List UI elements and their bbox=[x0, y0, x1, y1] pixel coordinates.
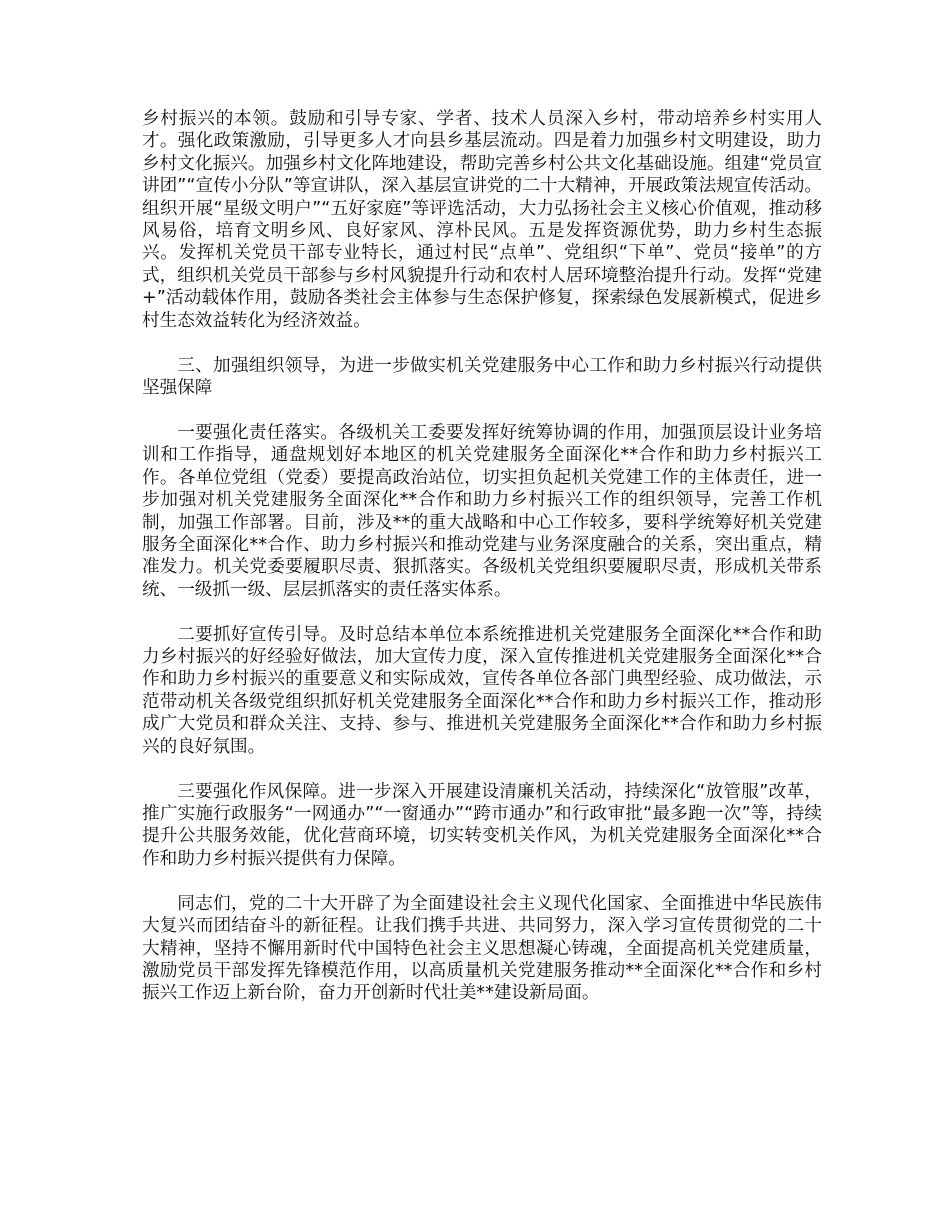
paragraph-publicity: 二要抓好宣传引导。及时总结本单位本系统推进机关党建服务全面深化**合作和助力乡村振兴的好经验好做法，加大宣传力度，深入宣传推进机关党建服务全面深化**合作和助力乡村振兴的重要意义和实际成效，宣传各单位各部门典型经验、成功做法，示范带动机关各级党组织抓好机关党建服务全面深化**合作和助力乡村振兴工作，推动形成广大党员和群众关注、支持、参与、推进机关党建服务全面深化**合作和助力乡村振兴的良好氛围。 bbox=[142, 624, 822, 757]
paragraph-work-style: 三要强化作风保障。进一步深入开展建设清廉机关活动，持续深化“放管服”改革，推广实施行政服务“一网通办”“一窗通办”“跨市通办”和行政审批“最多跑一次”等，持续提升公共服务效能，优化营商环境，切实转变机关作风，为机关党建服务全面深化**合作和助力乡村振兴提供有力保障。 bbox=[142, 781, 822, 869]
paragraph-closing: 同志们，党的二十大开辟了为全面建设社会主义现代化国家、全面推进中华民族伟大复兴而团结奋斗的新征程。让我们携手共进、共同努力，深入学习宣传贯彻党的二十大精神，坚持不懈用新时代中国特色社会主义思想凝心铸魂，全面提高机关党建质量，激励党员干部发挥先锋模范作用，以高质量机关党建服务推动**全面深化**合作和乡村振兴工作迈上新台阶，奋力开创新时代壮美**建设新局面。 bbox=[142, 893, 822, 1004]
paragraph-responsibility: 一要强化责任落实。各级机关工委要发挥好统筹协调的作用，加强顶层设计业务培训和工作指导，通盘规划好本地区的机关党建服务全面深化**合作和助力乡村振兴工作。各单位党组（党委）要提高政治站位，切实担负起机关党建工作的主体责任，进一步加强对机关党建服务全面深化**合作和助力乡村振兴工作的组织领导，完善工作机制，加强工作部署。目前，涉及**的重大战略和中心工作较多，要科学统筹好机关党建服务全面深化**合作、助力乡村振兴和推动党建与业务深度融合的关系，突出重点，精准发力。机关党委要履职尽责、狠抓落实。各级机关党组织要履职尽责，形成机关带系统、一级抓一级、层层抓落实的责任落实体系。 bbox=[142, 422, 822, 600]
paragraph-rural-revitalization-continuation: 乡村振兴的本领。鼓励和引导专家、学者、技术人员深入乡村，带动培养乡村实用人才。强化政策激励，引导更多人才向县乡基层流动。四是着力加强乡村文明建设，助力乡村文化振兴。加强乡村文化阵地建设，帮助完善乡村公共文化基础设施。组建“党员宣讲团”“宣传小分队”等宣讲队，深入基层宣讲党的二十大精神，开展政策法规宣传活动。组织开展“星级文明户”“五好家庭”等评选活动，大力弘扬社会主义核心价值观，推动移风易俗，培育文明乡风、良好家风、淳朴民风。五是发挥资源优势，助力乡村生态振兴。发挥机关党员干部专业特长，通过村民“点单”、党组织“下单”、党员“接单”的方式，组织机关党员干部参与乡村风貌提升行动和农村人居环境整治提升行动。发挥“党建+”活动载体作用，鼓励各类社会主体参与生态保护修复，探索绿色发展新模式，促进乡村生态效益转化为经济效益。 bbox=[142, 109, 822, 331]
document-page bbox=[142, 108, 822, 1027]
section-heading-three: 三、加强组织领导，为进一步做实机关党建服务中心工作和助力乡村振兴行动提供坚强保障 bbox=[142, 355, 822, 398]
